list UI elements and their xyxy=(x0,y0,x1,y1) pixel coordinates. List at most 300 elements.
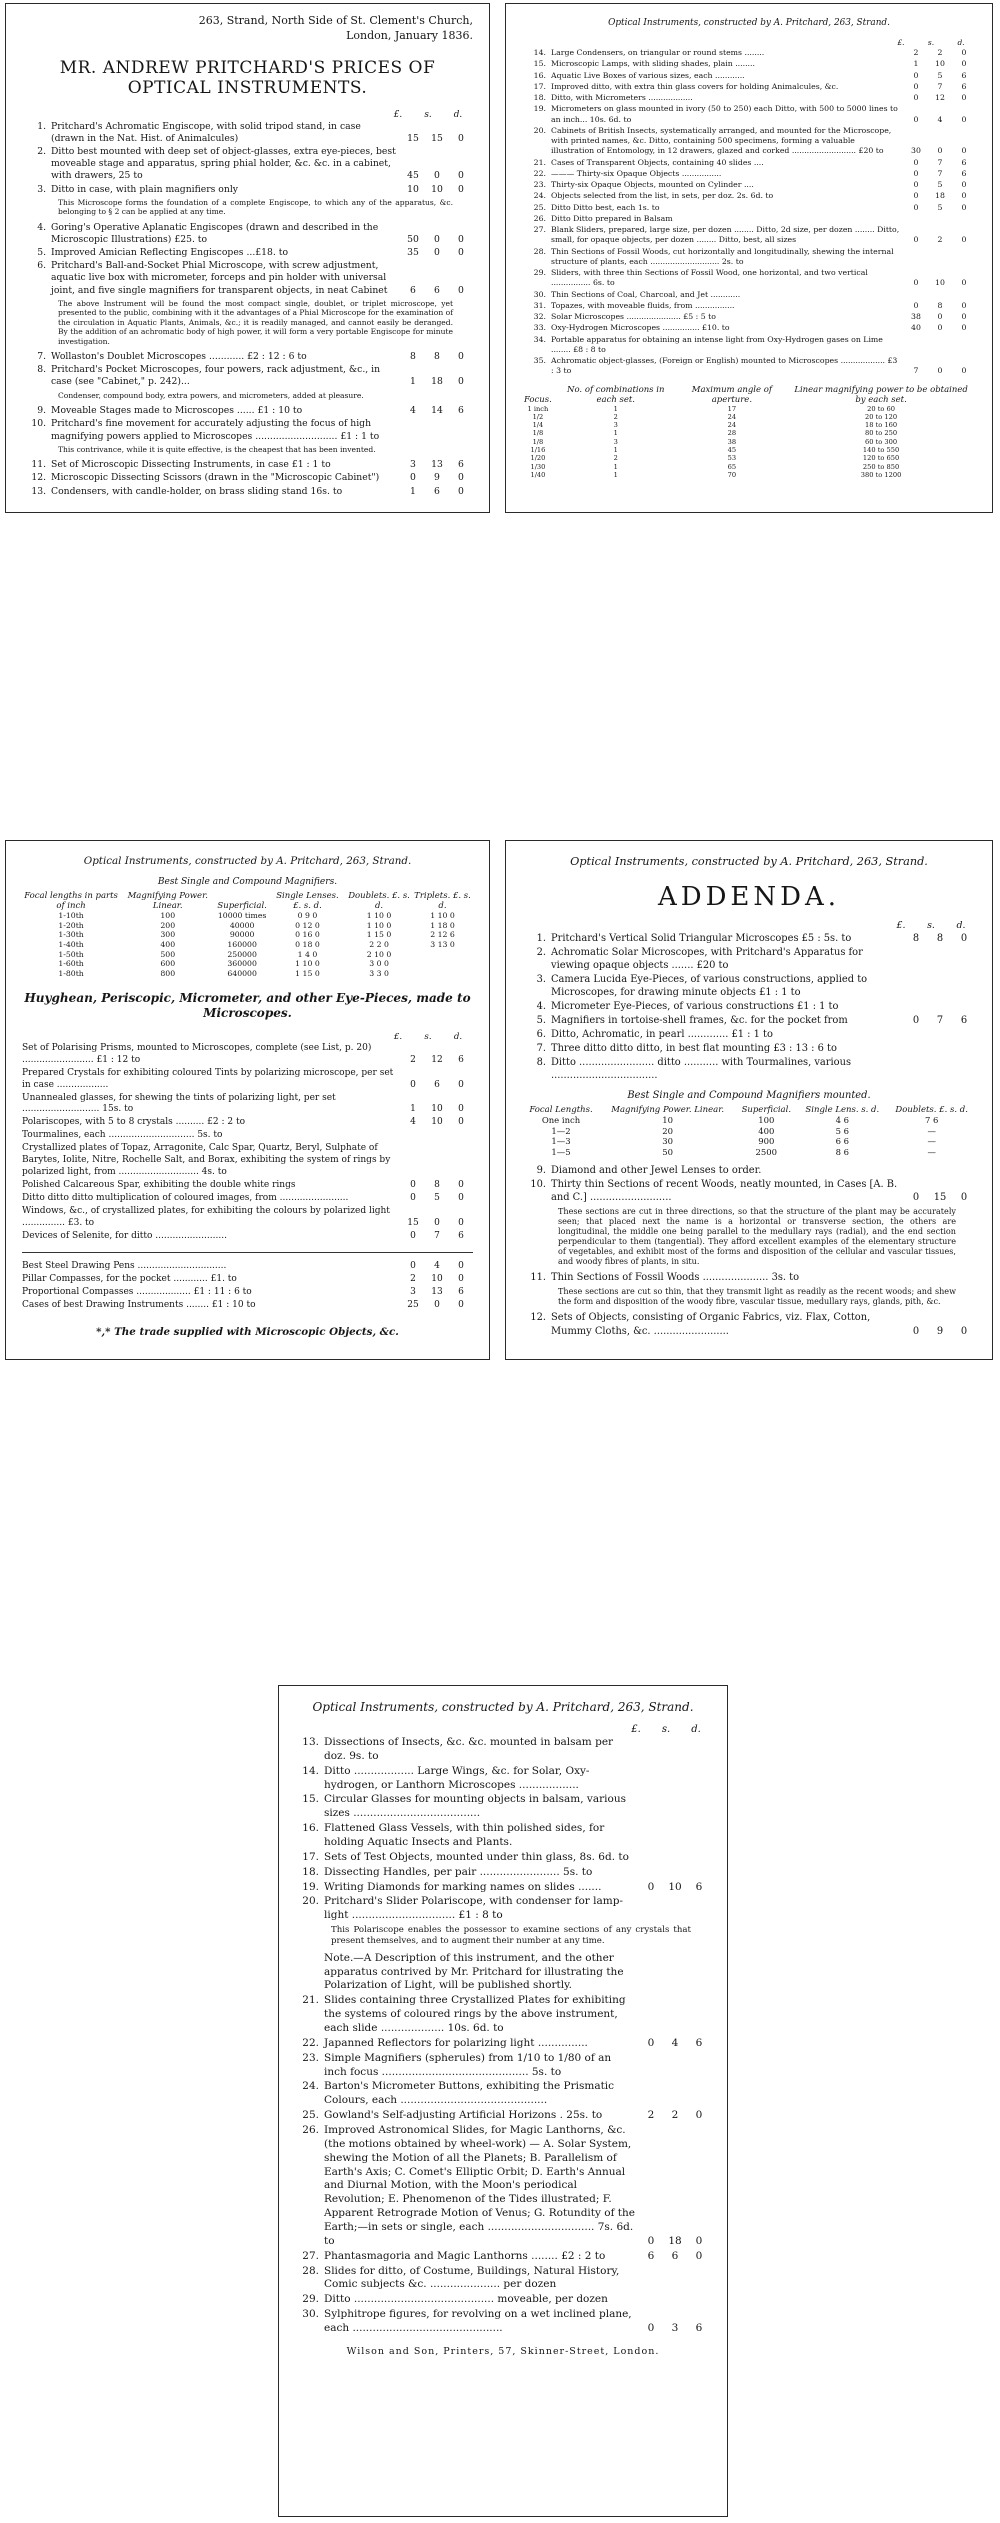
price-pounds: 0 xyxy=(913,180,919,189)
list-item xyxy=(22,1287,473,1299)
list-item xyxy=(522,104,976,125)
item-number: 19. xyxy=(533,104,546,114)
table-cell: 1 4 0 xyxy=(297,949,318,959)
page-header: Optical Instruments, constructed by A. Pritchard, 263, Strand. xyxy=(608,18,890,28)
item-number: 4. xyxy=(536,1001,546,1013)
list-item xyxy=(295,2109,711,2123)
table-row xyxy=(22,930,473,940)
list-item xyxy=(22,184,473,196)
price-pence: 6 xyxy=(961,81,967,91)
list-item xyxy=(295,2265,711,2293)
price-pence: 0 xyxy=(961,146,967,156)
table-cell: 800 xyxy=(160,968,176,978)
list-item xyxy=(522,82,976,92)
list-item xyxy=(295,2124,711,2249)
list-item xyxy=(522,191,976,201)
list-item xyxy=(522,1271,976,1284)
item-description: Thin Sections of Fossil Woods ..................... 3s. to xyxy=(551,1272,800,1284)
item-description: Camera Lucida Eye-Pieces, of various constructions, applied to Microscopes, for drawing minute objects £1 : 1 to xyxy=(551,974,868,999)
list-item xyxy=(22,121,473,145)
item-number: 10. xyxy=(530,1178,546,1190)
table-row xyxy=(22,921,473,931)
list-item xyxy=(22,1143,473,1179)
price-shillings: 4 xyxy=(937,114,943,124)
item-number: 28. xyxy=(533,246,546,256)
table-cell: 30 xyxy=(662,1136,674,1147)
price-shillings: 10 xyxy=(431,1117,443,1128)
price-shillings: 8 xyxy=(937,300,943,310)
pence-col: d. xyxy=(453,109,463,120)
item-price xyxy=(397,1218,473,1230)
list-item xyxy=(295,1881,711,1895)
item-price xyxy=(397,1274,473,1286)
item-number: 26. xyxy=(302,2123,319,2136)
list-item xyxy=(522,946,976,972)
table-cell: 10000 times xyxy=(217,911,267,920)
price-pence: 0 xyxy=(458,1079,464,1090)
list-item xyxy=(522,203,976,213)
price-shillings: 0 xyxy=(434,170,440,182)
item-description: Blank Sliders, prepared, large size, per dozen ........ Ditto, 2d size, per dozen ........ Ditto, small, for opaque objects, per dozen ........ Ditto, best, all sizes xyxy=(551,225,900,245)
item-number: 8. xyxy=(37,364,46,376)
price-shillings: 15 xyxy=(933,1191,947,1203)
list-item xyxy=(22,351,473,363)
list-item xyxy=(295,2037,711,2051)
price-shillings: 0 xyxy=(937,146,943,156)
item-number: 25. xyxy=(302,2109,319,2122)
table-cell: 1-60th xyxy=(58,959,84,969)
table-row xyxy=(22,950,473,960)
list-item xyxy=(295,2308,711,2336)
item-price xyxy=(900,301,976,311)
table-cell: 20 to 60 xyxy=(867,404,895,413)
linear-header: Magnifying Power. Linear. xyxy=(611,1105,725,1116)
item-number: 15. xyxy=(302,1793,319,1806)
table-row xyxy=(522,1147,976,1158)
doublets-header: Doublets. £. s. d. xyxy=(895,1105,968,1116)
price-pence: 6 xyxy=(961,70,967,80)
table-cell xyxy=(412,950,473,960)
price-shillings: 10 xyxy=(431,1104,443,1115)
item-price xyxy=(397,1180,473,1192)
price-shillings: 0 xyxy=(937,323,943,333)
item-description: Note.—A Description of this instrument, and the other apparatus contrived by Mr. Pritchard for illustrating the Polarization of Light, will be published shortly. xyxy=(324,1951,624,1992)
price-pence: 6 xyxy=(458,1230,464,1241)
price-pounds: 0 xyxy=(410,1230,416,1241)
price-pence: 0 xyxy=(961,235,967,245)
table-cell: 1 15 0 xyxy=(295,968,320,978)
price-pounds: 38 xyxy=(911,312,921,321)
item-description: Pritchard's Achromatic Engiscope, with solid tripod stand, in case (drawn in the Nat. Hist. of Animalcules) xyxy=(51,120,361,144)
list-item xyxy=(295,2052,711,2080)
table-row xyxy=(522,471,976,479)
price-pounds: 0 xyxy=(647,1880,655,1893)
item-description: Ditto ........................ ditto ........... with Tourmalines, various .................................. xyxy=(551,1057,852,1082)
price-shillings: 8 xyxy=(434,351,440,363)
price-shillings: 10 xyxy=(431,1274,443,1285)
list-item xyxy=(295,1994,711,2036)
item-number: 20. xyxy=(533,125,546,135)
item-description: Thin Sections of Fossil Woods, cut horizontally and longitudinally, shewing the internal structure of plants, each ............................ 2s. to xyxy=(551,246,894,266)
aperture-header: Maximum angle of aperture. xyxy=(691,384,773,405)
item-description: Phantasmagoria and Magic Lanthorns ........ £2 : 2 to xyxy=(324,2249,606,2262)
item-number: 6. xyxy=(37,260,46,272)
list-item xyxy=(522,301,976,311)
list-item xyxy=(22,405,473,417)
table-cell: 80 to 250 xyxy=(865,429,898,438)
price-shillings: 10 xyxy=(935,278,945,288)
item-description: Ditto Ditto prepared in Balsam xyxy=(551,213,673,223)
price-shillings: 7 xyxy=(434,1230,440,1241)
table-cell: 3 13 0 xyxy=(430,939,455,949)
list-item xyxy=(22,1130,473,1142)
item-price xyxy=(397,184,473,196)
table-cell: 0 18 0 xyxy=(295,939,320,949)
price-pence: 6 xyxy=(458,459,464,471)
table-row xyxy=(522,1136,976,1147)
price-pence: 0 xyxy=(961,191,967,201)
item-price xyxy=(397,472,473,484)
table-cell: 1 10 0 xyxy=(366,920,392,930)
item-number: 17. xyxy=(302,1850,319,1863)
price-pence: 0 xyxy=(458,1192,464,1203)
item-description: Improved Amician Reflecting Engiscopes ...£18. to xyxy=(51,247,289,259)
item-price xyxy=(635,2322,711,2336)
item-description: Cases of best Drawing Instruments ........ £1 : 10 to xyxy=(22,1300,256,1311)
table-cell: 0 12 0 xyxy=(295,920,320,930)
item-price xyxy=(900,1191,976,1204)
item-description: Circular Glasses for mounting objects in balsam, various sizes ...................................... xyxy=(324,1793,626,1820)
table-cell: 24 xyxy=(727,421,737,430)
combinations-header: No. of combinations in each set. xyxy=(567,384,665,405)
list-item xyxy=(22,260,473,297)
item-number: 23. xyxy=(533,180,546,189)
pound-col: £. xyxy=(393,109,403,120)
page-3 xyxy=(5,840,490,1360)
list-item xyxy=(22,459,473,471)
item-price xyxy=(397,459,473,471)
page-2 xyxy=(505,3,993,513)
table-cell: 100 xyxy=(160,911,176,920)
price-pounds: 0 xyxy=(912,1015,920,1027)
item-description: Pritchard's Pocket Microscopes, four powers, rack adjustment, &c., in case (see "Cabinet," p. 242)... xyxy=(51,364,381,388)
table-row xyxy=(522,413,976,421)
item-description: Sets of Test Objects, mounted under thin glass, 8s. 6d. to xyxy=(324,1850,629,1863)
price-shillings: 6 xyxy=(434,284,440,296)
table-cell: 2 10 0 xyxy=(366,949,392,959)
price-shillings: 7 xyxy=(937,81,943,91)
list-item xyxy=(522,93,976,103)
price-shillings: 0 xyxy=(434,247,440,259)
list-item xyxy=(522,973,976,999)
table-cell: 380 to 1200 xyxy=(860,471,902,479)
item-description: Ditto .................. Large Wings, &c. for Solar, Oxy-hydrogen, or Lanthorn Microscopes .................. xyxy=(324,1764,590,1791)
table-cell: 1 inch xyxy=(527,404,549,413)
price-pence: 0 xyxy=(458,472,464,484)
item-number: 15. xyxy=(533,59,546,69)
table-cell: 65 xyxy=(727,462,737,471)
linear-header: Magnifying Power. Linear. xyxy=(127,891,208,911)
price-pounds: 0 xyxy=(410,1261,416,1272)
price-shillings: 13 xyxy=(431,1287,443,1298)
price-pounds: 40 xyxy=(911,323,921,333)
page-header: Optical Instruments, constructed by A. Pritchard, 263, Strand. xyxy=(83,855,412,867)
price-pence: 0 xyxy=(458,284,464,296)
table-cell: 2 xyxy=(613,454,618,463)
item-description: Pritchard's Slider Polariscope, with condenser for lamp-light ............................... £1 : 8 to xyxy=(324,1895,623,1922)
shilling-col: s. xyxy=(927,38,935,47)
item-note: This Microscope forms the foundation of a complete Engiscope, to which any of the apparatus, &c. belonging to § 2 can be applied at any time. xyxy=(58,197,453,217)
list-item xyxy=(522,932,976,945)
item-price xyxy=(397,1104,473,1116)
price-pounds: 0 xyxy=(913,114,919,124)
price-pounds: 0 xyxy=(647,2036,655,2049)
price-pence: 0 xyxy=(961,48,967,57)
table-row xyxy=(22,940,473,950)
table-cell: 2 2 0 xyxy=(369,939,389,949)
price-pence: 0 xyxy=(458,1261,464,1272)
price-pounds: 4 xyxy=(410,1117,416,1128)
eyepieces-subhead: Huyghean, Periscopic, Micrometer, and other Eye-Pieces, made to Microscopes. xyxy=(24,990,471,1021)
pence-col: d. xyxy=(956,920,966,931)
table-cell: 1 10 0 xyxy=(430,911,455,920)
item-description: Slides for ditto, of Costume, Buildings, Natural History, Comic subjects &c. ..................... per dozen xyxy=(324,2264,620,2291)
table-cell: 1 xyxy=(613,471,618,479)
price-shillings: 10 xyxy=(668,1880,682,1893)
single-header: Single Lenses. £. s. d. xyxy=(276,891,339,911)
price-pence: 0 xyxy=(961,300,967,310)
list-item xyxy=(522,335,976,356)
item-description: Thirty thin Sections of recent Woods, neatly mounted, in Cases [A. B. and C.] .......................... xyxy=(551,1178,898,1203)
price-pounds: 35 xyxy=(407,247,419,259)
table-cell: 500 xyxy=(160,949,176,959)
item-price xyxy=(397,285,473,297)
item-number: 26. xyxy=(533,213,546,223)
item-description: Micrometer Eye-Pieces, of various constructions £1 : 1 to xyxy=(551,1001,839,1013)
price-pence: 0 xyxy=(458,376,464,388)
table-cell: 7 6 xyxy=(924,1115,939,1126)
item-price xyxy=(900,48,976,58)
item-description: Crystallized plates of Topaz, Arragonite, Calc Spar, Quartz, Beryl, Sulphate of Barytes, Iolite, Nitre, Rochelle Salt, and Borax, exhibiting the system of rings by polarized light, from ............................ 4s. to xyxy=(22,1143,391,1177)
item-price xyxy=(397,1231,473,1243)
item-description: Thirty-six Opaque Objects, mounted on Cylinder .... xyxy=(551,180,754,189)
item-price xyxy=(397,405,473,417)
list-item xyxy=(22,1274,473,1286)
item-number: 29. xyxy=(533,268,546,277)
price-pounds: 0 xyxy=(913,81,919,91)
list-item xyxy=(22,1068,473,1092)
focus-table xyxy=(522,385,976,480)
price-list xyxy=(22,1043,473,1243)
table-cell: 2 12 6 xyxy=(430,930,455,940)
price-pence: 0 xyxy=(961,180,967,189)
shilling-col: s. xyxy=(424,1031,432,1042)
price-shillings: 2 xyxy=(671,2109,679,2122)
table-cell: 3 xyxy=(613,437,618,446)
item-number: 34. xyxy=(533,334,546,344)
item-description: Slides containing three Crystallized Plates for exhibiting the systems of coloured rings by the above instrument, each slide ................... 10s. 6d. to xyxy=(324,1994,626,2034)
item-description: Sylphitrope figures, for revolving on a wet inclined plane, each ............................................. xyxy=(324,2308,632,2334)
table-cell: — xyxy=(927,1147,936,1158)
triplets-header: Triplets. £. s. d. xyxy=(414,891,471,911)
item-number: 7. xyxy=(536,1043,546,1055)
price-shillings: 5 xyxy=(434,1192,440,1203)
item-number: 23. xyxy=(302,2051,319,2064)
item-description: Cabinets of British Insects, systematically arranged, and mounted for the Microscope, with printed names, &c. Ditto, containing 500 specimens, forming a valuable illustration of Entomology, in 12 drawers, glazed and corked .......................... £20 to xyxy=(551,125,892,156)
list-item xyxy=(522,1042,976,1055)
price-shillings: 3 xyxy=(671,2321,679,2334)
item-price xyxy=(900,235,976,245)
table-cell: 5 6 xyxy=(835,1125,850,1136)
item-price xyxy=(397,1080,473,1092)
item-price xyxy=(900,932,976,945)
focus-table-header xyxy=(522,385,976,405)
table-row xyxy=(22,911,473,921)
list-item xyxy=(522,1028,976,1041)
price-pounds: 10 xyxy=(407,183,419,195)
list-item xyxy=(295,2080,711,2108)
item-number: 14. xyxy=(533,48,546,57)
item-description: ——— Thirty-six Opaque Objects ................ xyxy=(551,168,722,178)
table-cell: 3 0 0 xyxy=(369,959,389,969)
price-list xyxy=(522,48,976,377)
item-description: Improved ditto, with extra thin glass covers for holding Animalcules, &c. xyxy=(551,81,839,91)
list-item xyxy=(522,1014,976,1027)
price-pounds: 0 xyxy=(410,472,416,484)
item-note: These sections are cut in three directions, so that the structure of the plant may be accurately seen; that placed next the name is a horizontal or transverse section, the others are longitudinal, the middle one being parallel to the medullary rays (radial), and the end section perpendicular to them (tangential). They afford excellent examples of the elementary structure of vegetables, and exhibit most of the forms and disposition of the cellular and vascular tissues, and woody fibres of plants, in situ. xyxy=(558,1205,956,1267)
item-price xyxy=(635,2109,711,2123)
divider xyxy=(22,1252,473,1253)
price-pence: 6 xyxy=(961,168,967,178)
price-pounds: 25 xyxy=(407,1300,419,1311)
price-shillings: 6 xyxy=(434,1079,440,1090)
price-pence: 0 xyxy=(458,132,464,144)
pound-col: £. xyxy=(896,920,906,931)
list-item xyxy=(522,268,976,289)
item-number: 2. xyxy=(536,947,546,959)
item-price xyxy=(900,93,976,103)
money-header xyxy=(22,1032,473,1042)
list-item xyxy=(22,1261,473,1273)
item-description: Dissecting Handles, per pair ........................ 5s. to xyxy=(324,1865,593,1878)
page-header: Optical Instruments, constructed by A. Pritchard, 263, Strand. xyxy=(570,855,928,868)
list-item xyxy=(522,225,976,246)
list-item xyxy=(295,1822,711,1850)
item-price xyxy=(900,158,976,168)
price-pounds: 0 xyxy=(912,1191,920,1203)
price-pounds: 1 xyxy=(410,485,416,497)
table-cell: 1 10 0 xyxy=(366,911,392,920)
list-item xyxy=(522,48,976,58)
price-pence: 0 xyxy=(960,1325,968,1337)
table-cell: 3 3 0 xyxy=(369,968,389,978)
item-description: Set of Microscopic Dissecting Instruments, in case £1 : 1 to xyxy=(51,459,331,471)
item-number: 11. xyxy=(31,459,46,471)
item-number: 31. xyxy=(533,300,546,310)
page-4 xyxy=(505,840,993,1360)
price-pounds: 0 xyxy=(913,168,919,178)
price-pounds: 2 xyxy=(913,48,919,57)
price-pence: 0 xyxy=(961,278,967,288)
table-cell: 70 xyxy=(727,471,737,479)
list-item xyxy=(522,180,976,190)
table-cell: 10 xyxy=(662,1115,674,1126)
money-header xyxy=(295,1724,711,1735)
table-cell: 1/4 xyxy=(532,421,544,430)
magnifiers-mounted-subhead: Best Single and Compound Magnifiers mounted. xyxy=(627,1090,871,1102)
list-item xyxy=(522,1178,976,1204)
price-pounds: 50 xyxy=(407,233,419,245)
price-pence: 6 xyxy=(695,2036,703,2049)
item-description: Three ditto ditto ditto, in best flat mounting £3 : 13 : 6 to xyxy=(551,1043,837,1055)
item-number: 7. xyxy=(37,351,46,363)
item-description: Magnifiers in tortoise-shell frames, &c. for the pocket from xyxy=(551,1015,848,1027)
price-pounds: 0 xyxy=(410,1179,416,1190)
price-pounds: 0 xyxy=(410,1192,416,1203)
list-item xyxy=(522,312,976,322)
item-description: Devices of Selenite, for ditto ......................... xyxy=(22,1230,227,1241)
money-header xyxy=(22,110,473,120)
item-price xyxy=(397,1300,473,1312)
table-cell: 0 9 0 xyxy=(297,911,318,920)
item-number: 5. xyxy=(536,1015,546,1027)
item-price xyxy=(397,1287,473,1299)
price-pence: 0 xyxy=(458,1274,464,1285)
item-number: 5. xyxy=(37,247,46,259)
list-item xyxy=(522,247,976,268)
list-item xyxy=(22,486,473,498)
price-pounds: 0 xyxy=(913,70,919,80)
item-number: 6. xyxy=(536,1029,546,1041)
item-number: 1. xyxy=(536,933,546,944)
superficial-header: Superficial. xyxy=(217,901,267,911)
price-pounds: 1 xyxy=(410,376,416,388)
price-pence: 0 xyxy=(458,1104,464,1115)
price-pence: 0 xyxy=(458,233,464,245)
table-cell: 1—5 xyxy=(551,1147,571,1158)
table-cell: 640000 xyxy=(227,968,257,978)
table-cell: 160000 xyxy=(227,939,257,949)
price-pence: 0 xyxy=(695,2109,703,2122)
table-cell xyxy=(412,959,473,969)
item-number: 3. xyxy=(536,974,546,986)
table-cell: 20 xyxy=(662,1125,674,1136)
price-pence: 0 xyxy=(960,933,968,944)
table-cell: 1-10th xyxy=(58,911,84,920)
price-pounds: 0 xyxy=(913,93,919,102)
item-description: Goring's Operative Aplanatic Engiscopes (drawn and described in the Microscopic Illustrations) £25. to xyxy=(51,221,379,245)
money-header xyxy=(522,38,976,47)
list-item xyxy=(295,1866,711,1880)
table-cell: 1/2 xyxy=(532,412,544,421)
item-number: 25. xyxy=(533,202,546,212)
item-number: 27. xyxy=(533,225,546,234)
date-line: London, January 1836. xyxy=(346,28,473,42)
list-item xyxy=(295,1952,711,1994)
item-number: 1. xyxy=(37,120,46,132)
shilling-col: s. xyxy=(424,109,432,120)
item-note: This contrivance, while it is quite effective, is the cheapest that has been invented. xyxy=(58,444,376,454)
item-description: Tourmalines, each .............................. 5s. to xyxy=(22,1130,223,1141)
price-pounds: 0 xyxy=(913,157,919,167)
price-pence: 0 xyxy=(960,1191,968,1203)
price-pounds: 0 xyxy=(913,191,919,201)
table-cell: 1-20th xyxy=(58,920,84,930)
item-number: 3. xyxy=(37,183,46,195)
pound-col: £. xyxy=(631,1724,641,1735)
item-description: Best Steel Drawing Pens ............................... xyxy=(22,1261,227,1272)
item-description: Achromatic object-glasses, (Foreign or English) mounted to Microscopes .................. £3 : 3 to xyxy=(551,356,898,376)
